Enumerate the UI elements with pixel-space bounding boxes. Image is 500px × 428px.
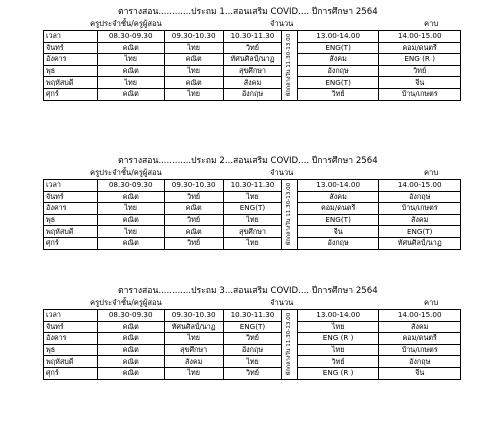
subject-cell: สังคม bbox=[297, 191, 379, 203]
subject-cell: คณิต bbox=[164, 54, 223, 66]
day-name: พุธ bbox=[44, 65, 98, 77]
subject-cell: สุขศึกษา bbox=[223, 226, 282, 238]
time-header-row bbox=[44, 31, 461, 43]
subject-cell: บ้าน/เกษตร bbox=[379, 203, 461, 215]
day-name: พฤหัสบดี bbox=[44, 356, 98, 368]
day-name: จันทร์ bbox=[44, 42, 98, 54]
lunch-break-column bbox=[282, 310, 297, 380]
subject-cell: ไทย bbox=[164, 65, 223, 77]
day-name: พฤหัสบดี bbox=[44, 77, 98, 89]
table-row bbox=[44, 203, 461, 215]
day-name: พฤหัสบดี bbox=[44, 226, 98, 238]
afternoon-label: คาบ bbox=[424, 19, 439, 28]
subject-cell: คอม/ดนตรี bbox=[379, 333, 461, 345]
amount-label: จำนวน bbox=[270, 168, 294, 177]
timetable-title: ตารางสอน............ประถม 2...สอนเสริม COVID.... ปีการศึกษา 2564 bbox=[118, 156, 378, 166]
time-slot-3: 10.30-11.30 bbox=[223, 180, 282, 192]
subject-cell: วิทย์ bbox=[297, 88, 379, 100]
subject-cell: อังกฤษ bbox=[379, 356, 461, 368]
subject-cell: คอม/ดนตรี bbox=[297, 203, 379, 215]
subject-cell: ไทย bbox=[223, 214, 282, 226]
subject-cell: วิทย์ bbox=[164, 237, 223, 249]
subject-cell: คอม/ดนตรี bbox=[379, 42, 461, 54]
subject-cell: ไทย bbox=[223, 237, 282, 249]
subject-cell: ไทย bbox=[164, 367, 223, 379]
subject-cell: สังคม bbox=[379, 321, 461, 333]
subject-cell: ไทย bbox=[164, 42, 223, 54]
lunch-break-column bbox=[282, 180, 297, 250]
subject-cell: บ้าน/เกษตร bbox=[379, 344, 461, 356]
subject-cell: ไทย bbox=[164, 333, 223, 345]
table-row bbox=[44, 344, 461, 356]
time-slot-3: 10.30-11.30 bbox=[223, 310, 282, 322]
table-row bbox=[44, 226, 461, 238]
table-row bbox=[44, 88, 461, 100]
subject-cell: จีน bbox=[297, 226, 379, 238]
subject-cell: จีน bbox=[379, 77, 461, 89]
day-name: อังคาร bbox=[44, 203, 98, 215]
subject-cell: สังคม bbox=[297, 54, 379, 66]
time-label: เวลา bbox=[44, 31, 98, 43]
subject-cell: วิทย์ bbox=[297, 356, 379, 368]
subject-cell: สุขศึกษา bbox=[223, 65, 282, 77]
subject-cell: อังกฤษ bbox=[223, 344, 282, 356]
table-row bbox=[44, 54, 461, 66]
table-row bbox=[44, 65, 461, 77]
time-slot-1: 08.30-09.30 bbox=[97, 180, 164, 192]
subject-cell: ไทย bbox=[164, 88, 223, 100]
subject-cell: วิทย์ bbox=[223, 42, 282, 54]
amount-label: จำนวน bbox=[270, 298, 294, 307]
class-teacher-label: ครูประจำชั้น/ครูผู้สอน bbox=[90, 168, 162, 177]
subject-cell: วิทย์ bbox=[379, 65, 461, 77]
class-teacher-label: ครูประจำชั้น/ครูผู้สอน bbox=[90, 19, 162, 28]
subject-cell: ทัศนศิลป์/นาฏ bbox=[379, 237, 461, 249]
subject-cell: คณิต bbox=[97, 88, 164, 100]
subject-cell: ENG(T) bbox=[223, 203, 282, 215]
subject-cell: สุขศึกษา bbox=[164, 344, 223, 356]
time-header-row bbox=[44, 180, 461, 192]
timetable-grid bbox=[43, 309, 461, 380]
subject-cell: คณิต bbox=[97, 237, 164, 249]
table-row bbox=[44, 77, 461, 89]
amount-label: จำนวน bbox=[270, 19, 294, 28]
subject-cell: ทัศนศิลป์/นาฏ bbox=[164, 321, 223, 333]
day-name: จันทร์ bbox=[44, 321, 98, 333]
subject-cell: คณิต bbox=[97, 191, 164, 203]
subject-cell: ทัศนศิลป์/นาฏ bbox=[223, 54, 282, 66]
subject-cell: ENG(T) bbox=[297, 77, 379, 89]
time-slot-4: 13.00-14.00 bbox=[297, 31, 379, 43]
table-row bbox=[44, 356, 461, 368]
day-name: พุธ bbox=[44, 214, 98, 226]
time-slot-4: 13.00-14.00 bbox=[297, 180, 379, 192]
lunch-break-column bbox=[282, 31, 297, 101]
subject-cell: ENG (R ) bbox=[297, 333, 379, 345]
subject-cell: สังคม bbox=[379, 214, 461, 226]
subject-cell: ไทย bbox=[97, 54, 164, 66]
subject-cell: วิทย์ bbox=[164, 191, 223, 203]
subject-cell: วิทย์ bbox=[223, 333, 282, 345]
time-slot-2: 09.30-10.30 bbox=[164, 310, 223, 322]
class-teacher-label: ครูประจำชั้น/ครูผู้สอน bbox=[90, 298, 162, 307]
subject-cell: คณิต bbox=[164, 203, 223, 215]
time-slot-2: 09.30-10.30 bbox=[164, 180, 223, 192]
subject-cell: จีน bbox=[379, 367, 461, 379]
table-row bbox=[44, 42, 461, 54]
subject-cell: ENG(T) bbox=[379, 226, 461, 238]
subject-cell: สังคม bbox=[223, 77, 282, 89]
time-label: เวลา bbox=[44, 310, 98, 322]
subject-cell: สังคม bbox=[164, 356, 223, 368]
day-name: อังคาร bbox=[44, 54, 98, 66]
time-slot-1: 08.30-09.30 bbox=[97, 31, 164, 43]
timetable-title: ตารางสอน............ประถม 3...สอนเสริม COVID.... ปีการศึกษา 2564 bbox=[118, 286, 378, 296]
subject-cell: คณิต bbox=[97, 344, 164, 356]
day-name: ศุกร์ bbox=[44, 88, 98, 100]
time-slot-3: 10.30-11.30 bbox=[223, 31, 282, 43]
time-slot-1: 08.30-09.30 bbox=[97, 310, 164, 322]
lunch-break-label: พักกลางวัน 11.30-13.00 bbox=[285, 34, 292, 97]
subject-cell: คณิต bbox=[97, 367, 164, 379]
lunch-break-label: พักกลางวัน 11.30-13.00 bbox=[285, 183, 292, 246]
table-row bbox=[44, 321, 461, 333]
day-name: จันทร์ bbox=[44, 191, 98, 203]
subject-cell: คณิต bbox=[164, 226, 223, 238]
subject-cell: ไทย bbox=[97, 203, 164, 215]
day-name: อังคาร bbox=[44, 333, 98, 345]
lunch-break-label: พักกลางวัน 11.30-13.00 bbox=[285, 313, 292, 376]
subject-cell: คณิต bbox=[97, 356, 164, 368]
subject-cell: ENG(T) bbox=[297, 42, 379, 54]
subject-cell: ENG (R ) bbox=[379, 54, 461, 66]
table-row bbox=[44, 214, 461, 226]
timetable-grid bbox=[43, 179, 461, 250]
time-slot-4: 13.00-14.00 bbox=[297, 310, 379, 322]
subject-cell: อังกฤษ bbox=[223, 88, 282, 100]
subject-cell: ENG (R ) bbox=[297, 367, 379, 379]
subject-cell: วิทย์ bbox=[164, 214, 223, 226]
subject-cell: ENG(T) bbox=[297, 214, 379, 226]
table-row bbox=[44, 333, 461, 345]
time-header-row bbox=[44, 310, 461, 322]
subject-cell: วิทย์ bbox=[223, 367, 282, 379]
subject-cell: คณิต bbox=[97, 65, 164, 77]
subject-cell: ไทย bbox=[223, 356, 282, 368]
time-label: เวลา bbox=[44, 180, 98, 192]
subject-cell: คณิต bbox=[97, 321, 164, 333]
day-name: ศุกร์ bbox=[44, 367, 98, 379]
timetable-title: ตารางสอน............ประถม 1...สอนเสริม COVID.... ปีการศึกษา 2564 bbox=[118, 7, 378, 17]
time-slot-5: 14.00-15.00 bbox=[379, 180, 461, 192]
subject-cell: คณิต bbox=[164, 77, 223, 89]
subject-cell: คณิต bbox=[97, 42, 164, 54]
table-row bbox=[44, 191, 461, 203]
subject-cell: บ้าน/เกษตร bbox=[379, 88, 461, 100]
subject-cell: ไทย bbox=[97, 226, 164, 238]
subject-cell: อังกฤษ bbox=[379, 191, 461, 203]
subject-cell: ไทย bbox=[297, 344, 379, 356]
table-row bbox=[44, 367, 461, 379]
day-name: พุธ bbox=[44, 344, 98, 356]
subject-cell: ENG(T) bbox=[223, 321, 282, 333]
table-row bbox=[44, 237, 461, 249]
subject-cell: ไทย bbox=[297, 321, 379, 333]
day-name: ศุกร์ bbox=[44, 237, 98, 249]
timetable-grid bbox=[43, 30, 461, 101]
subject-cell: คณิต bbox=[97, 214, 164, 226]
subject-cell: ไทย bbox=[97, 77, 164, 89]
afternoon-label: คาบ bbox=[424, 168, 439, 177]
time-slot-5: 14.00-15.00 bbox=[379, 31, 461, 43]
subject-cell: อังกฤษ bbox=[297, 65, 379, 77]
time-slot-5: 14.00-15.00 bbox=[379, 310, 461, 322]
afternoon-label: คาบ bbox=[424, 298, 439, 307]
subject-cell: อังกฤษ bbox=[297, 237, 379, 249]
subject-cell: ไทย bbox=[223, 191, 282, 203]
subject-cell: คณิต bbox=[97, 333, 164, 345]
time-slot-2: 09.30-10.30 bbox=[164, 31, 223, 43]
